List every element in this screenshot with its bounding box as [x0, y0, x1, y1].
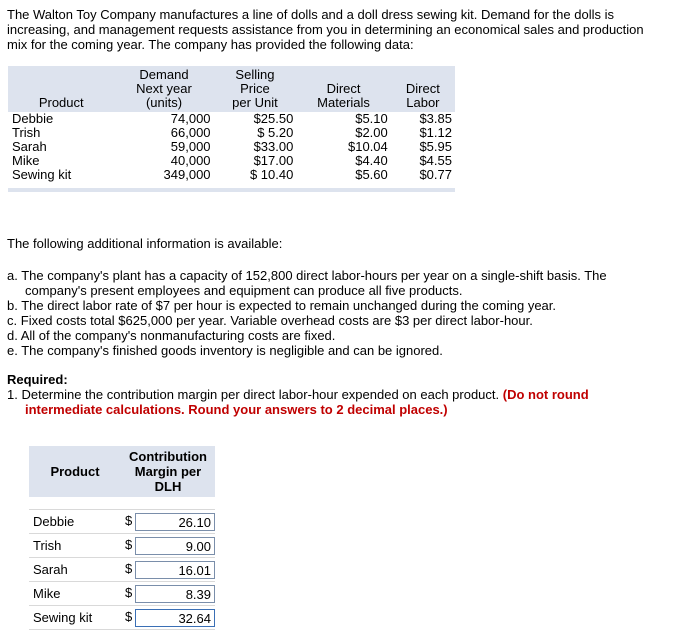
answer-header-cm-per-dlh: Contribution Margin per DLH: [121, 446, 215, 497]
rounding-note: (Do not round intermediate calculations. Round your answers to 2 decimal places.): [25, 387, 589, 417]
table-row: Trish 66,000 $ 5.20 $2.00 $1.12: [12, 125, 452, 140]
currency-symbol: $: [125, 584, 133, 600]
header-direct-labor: Direct Labor: [391, 66, 455, 112]
table-footer-bar: [8, 188, 455, 192]
list-item: d. All of the company's nonmanufacturing costs are fixed.: [7, 328, 336, 343]
required-heading: Required:: [7, 372, 68, 387]
currency-symbol: $: [125, 608, 133, 624]
header-product: Product: [8, 66, 114, 112]
required-section: [7, 372, 667, 417]
list-item: c. Fixed costs total $625,000 per year. Variable overhead costs are $3 per direct labor-hour.: [7, 313, 533, 328]
table-row: [29, 582, 215, 606]
list-item: b. The direct labor rate of $7 per hour is expected to remain unchanged during the coming year.: [7, 298, 556, 313]
answer-product-label: Debbie: [29, 510, 121, 534]
table-row: [29, 510, 215, 534]
table-row: Sarah 59,000 $33.00 $10.04 $5.95: [12, 139, 452, 154]
table-row: [29, 606, 215, 630]
answer-product-label: Sarah: [29, 558, 121, 582]
question-text: 1. Determine the contribution margin per direct labor-hour expended on each product. (Do not round intermediate calculations. Round your answers to 2 decimal places.): [7, 387, 589, 417]
header-selling-price: Selling Price per Unit: [214, 66, 297, 112]
answer-header-product: Product: [29, 446, 121, 497]
info-intro: The following additional information is available:: [7, 236, 283, 251]
answer-product-label: Mike: [29, 582, 121, 606]
intro-paragraph: The Walton Toy Company manufactures a line of dolls and a doll dress sewing kit. Demand for the dolls is increasing, and management requests assistance from you in determining an economical sales and production mix for the coming year. The company has provided the following data:: [7, 7, 644, 52]
table-row: [29, 534, 215, 558]
info-list: [7, 268, 667, 358]
list-item: a. The company's plant has a capacity of 152,800 direct labor-hours per year on a single-shift basis. The company's present employees and equipment can produce all five products.: [7, 268, 607, 298]
table-row: Mike 40,000 $17.00 $4.40 $4.55: [12, 153, 452, 168]
answer-product-label: Sewing kit: [29, 606, 121, 630]
currency-symbol: $: [125, 560, 133, 576]
list-item: e. The company's finished goods inventory is negligible and can be ignored.: [7, 343, 443, 358]
header-demand: Demand Next year (units): [114, 66, 213, 112]
cm-input-debbie[interactable]: 26.10: [135, 513, 215, 531]
currency-symbol: $: [125, 512, 133, 528]
cm-input-sarah[interactable]: 16.01: [135, 561, 215, 579]
answer-table: [29, 446, 215, 630]
product-data-table: [8, 66, 455, 192]
header-direct-materials: Direct Materials: [296, 66, 390, 112]
table-row: [29, 558, 215, 582]
cm-input-trish[interactable]: 9.00: [135, 537, 215, 555]
table-row: Sewing kit 349,000 $ 10.40 $5.60 $0.77: [12, 167, 452, 182]
currency-symbol: $: [125, 536, 133, 552]
table-row: Debbie 74,000 $25.50 $5.10 $3.85: [12, 111, 452, 126]
cm-input-mike[interactable]: 8.39: [135, 585, 215, 603]
answer-product-label: Trish: [29, 534, 121, 558]
cm-input-sewing-kit[interactable]: 32.64: [135, 609, 215, 627]
